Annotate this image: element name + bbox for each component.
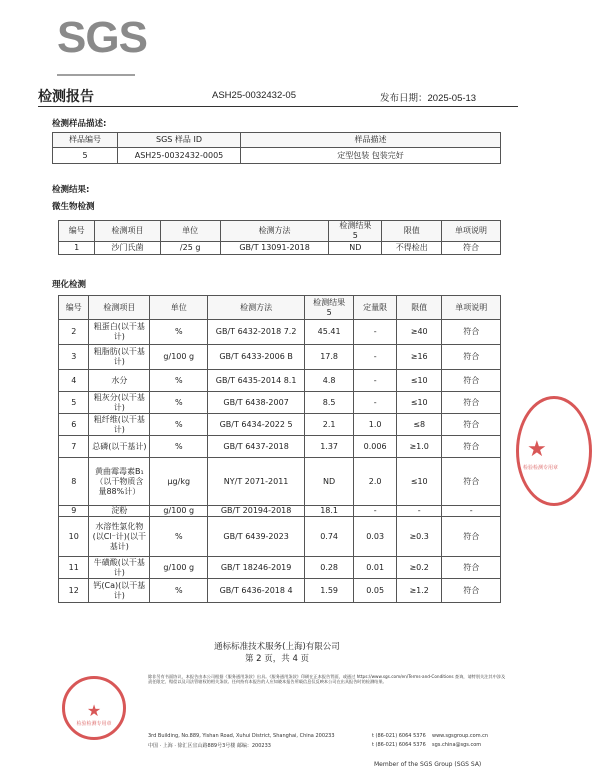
table-cell: 水分 — [89, 370, 150, 392]
table-cell: 4 — [59, 370, 89, 392]
table-cell: % — [150, 370, 208, 392]
table-cell: ND — [304, 458, 353, 506]
phys-title: 理化检测 — [52, 280, 87, 290]
table-cell: 淀粉 — [89, 506, 150, 517]
table-cell: ≥1.2 — [396, 579, 442, 603]
table-cell: ≥1.0 — [396, 436, 442, 458]
footer-mail: sgs.china@sgs.com — [432, 742, 482, 748]
table-cell: 45.41 — [304, 320, 353, 345]
table-cell: ≥0.3 — [396, 517, 442, 557]
sample-table-header — [53, 133, 501, 148]
table-cell: 符合 — [442, 414, 501, 436]
table-cell: 符合 — [442, 436, 501, 458]
table-cell: % — [150, 436, 208, 458]
table-cell: ≤10 — [396, 370, 442, 392]
footer-address-cn: 中国 · 上海 · 徐汇区宜山路889号3号楼 邮编：200233 — [148, 743, 271, 749]
table-row — [59, 370, 501, 392]
table-cell: 不得检出 — [382, 242, 442, 255]
col-header: 检测项目 — [95, 221, 160, 242]
table-cell: 粗纤维(以干基计) — [89, 414, 150, 436]
col-header: SGS 样品 ID — [118, 133, 241, 148]
footer-member: Member of the SGS Group (SGS SA) — [374, 761, 482, 768]
col-header: 检测结果 5 — [329, 221, 382, 242]
table-row — [59, 557, 501, 579]
stamp-star-icon: ★ — [527, 437, 547, 462]
table-cell: 粗灰分(以干基计) — [89, 392, 150, 414]
stamp-text: 检验检测专用章 — [76, 721, 112, 727]
table-cell: 5 — [53, 148, 118, 164]
table-cell: 符合 — [442, 320, 501, 345]
table-cell: ≤8 — [396, 414, 442, 436]
table-cell: 0.05 — [354, 579, 397, 603]
col-header: 编号 — [59, 221, 95, 242]
footer-web: www.sgsgroup.com.cn — [432, 733, 489, 739]
table-cell: % — [150, 579, 208, 603]
table-cell: 0.28 — [304, 557, 353, 579]
col-header: 检测项目 — [89, 296, 150, 320]
table-row — [59, 392, 501, 414]
footer-company: 通标标准技术服务(上海)有限公司 — [214, 642, 340, 652]
table-cell: 钙(Ca)(以干基计) — [89, 579, 150, 603]
table-cell: 18.1 — [304, 506, 353, 517]
report-title: 检测报告 — [38, 89, 94, 105]
table-cell: 2 — [59, 320, 89, 345]
col-header: 样品描述 — [241, 133, 501, 148]
inspection-stamp-right — [516, 396, 592, 506]
table-cell: 黄曲霉毒素B₁（以干物质含量88%计） — [89, 458, 150, 506]
micro-table-header — [59, 221, 501, 242]
logo-text: SGS — [57, 13, 147, 62]
table-cell: 0.03 — [354, 517, 397, 557]
footer-page: 第 2 页，共 4 页 — [244, 654, 310, 664]
table-cell: 2.1 — [304, 414, 353, 436]
table-cell: g/100 g — [150, 557, 208, 579]
table-cell: 粗蛋白(以干基计) — [89, 320, 150, 345]
table-cell: NY/T 2071-2011 — [208, 458, 305, 506]
table-row — [59, 579, 501, 603]
table-cell: - — [396, 506, 442, 517]
table-cell: 符合 — [442, 458, 501, 506]
col-header: 单位 — [160, 221, 220, 242]
table-row — [53, 148, 501, 164]
table-cell: 3 — [59, 345, 89, 370]
table-cell: 1.0 — [354, 414, 397, 436]
table-cell: 沙门氏菌 — [95, 242, 160, 255]
table-cell: GB/T 6436-2018 4 — [208, 579, 305, 603]
table-cell: ≤10 — [396, 458, 442, 506]
table-cell: 符合 — [442, 517, 501, 557]
table-cell: GB/T 6434-2022 5 — [208, 414, 305, 436]
table-cell: ≥0.2 — [396, 557, 442, 579]
table-cell: GB/T 13091-2018 — [220, 242, 329, 255]
table-cell: 总磷(以干基计) — [89, 436, 150, 458]
table-row — [59, 458, 501, 506]
table-cell: 0.006 — [354, 436, 397, 458]
table-cell: - — [354, 370, 397, 392]
table-cell: 1.37 — [304, 436, 353, 458]
sample-section-title: 检测样品描述: — [52, 119, 107, 129]
table-cell: - — [442, 506, 501, 517]
table-cell: μg/kg — [150, 458, 208, 506]
table-cell: 符合 — [442, 370, 501, 392]
table-cell: ≤10 — [396, 392, 442, 414]
table-row — [59, 517, 501, 557]
table-cell: - — [354, 392, 397, 414]
micro-table — [58, 220, 501, 255]
header-divider — [38, 106, 518, 107]
table-cell: GB/T 20194-2018 — [208, 506, 305, 517]
table-cell: 4.8 — [304, 370, 353, 392]
table-cell: GB/T 6438-2007 — [208, 392, 305, 414]
col-header: 检测方法 — [208, 296, 305, 320]
table-cell: 粗脂肪(以干基计) — [89, 345, 150, 370]
col-header: 限值 — [396, 296, 442, 320]
table-row — [59, 320, 501, 345]
micro-title: 微生物检测 — [52, 202, 95, 212]
table-cell: 0.74 — [304, 517, 353, 557]
table-cell: g/100 g — [150, 345, 208, 370]
report-number: ASH25-0032432-05 — [212, 90, 296, 101]
table-cell: ASH25-0032432-0005 — [118, 148, 241, 164]
company-stamp — [62, 676, 126, 740]
table-cell: 1 — [59, 242, 95, 255]
stamp-text: 检验检测专用章 — [523, 465, 559, 471]
table-cell: % — [150, 414, 208, 436]
stamp-star-icon: ★ — [86, 701, 102, 720]
table-cell: /25 g — [160, 242, 220, 255]
col-header: 样品编号 — [53, 133, 118, 148]
table-cell: % — [150, 517, 208, 557]
table-cell: ≥16 — [396, 345, 442, 370]
table-cell: - — [354, 320, 397, 345]
table-cell: - — [354, 345, 397, 370]
footer-notice: 除非另有书面协议，本报告由本公司根据《服务通用条款》出具。《服务通用条款》印刷在正本报告背面，或通过 https://www.sgs.com/en/Terms-and-Conditions 查询，请特别关注其中涉及责任限定、赔偿以及司法管辖权的相关条款。任何持有本报告的人应知晓本报告所载信息仅反映本公司在出具报告时的检测结果。 — [148, 674, 506, 685]
footer-fax: t (86-021) 6064 5376 — [372, 742, 426, 748]
col-header: 单项说明 — [442, 296, 501, 320]
table-row — [59, 345, 501, 370]
results-title: 检测结果: — [52, 185, 90, 195]
table-cell: 17.8 — [304, 345, 353, 370]
table-cell: GB/T 6433-2006 B — [208, 345, 305, 370]
table-cell: 8.5 — [304, 392, 353, 414]
table-cell: 牛磺酸(以干基计) — [89, 557, 150, 579]
table-row — [59, 436, 501, 458]
sgs-logo — [57, 13, 147, 62]
phys-table-header — [59, 296, 501, 320]
table-cell: 12 — [59, 579, 89, 603]
table-cell: GB/T 18246-2019 — [208, 557, 305, 579]
table-row — [59, 242, 501, 255]
table-cell: 0.01 — [354, 557, 397, 579]
table-cell: 水溶性氯化物(以Cl⁻计)(以干基计) — [89, 517, 150, 557]
table-cell: 8 — [59, 458, 89, 506]
table-cell: ≥40 — [396, 320, 442, 345]
table-cell: GB/T 6439-2023 — [208, 517, 305, 557]
table-cell: GB/T 6437-2018 — [208, 436, 305, 458]
footer-address: 3rd Building, No.889, Yishan Road, Xuhui District, Shanghai, China 200233 — [148, 733, 335, 739]
table-cell: 符合 — [442, 557, 501, 579]
table-cell: 10 — [59, 517, 89, 557]
phys-table — [58, 295, 501, 603]
table-cell: 符合 — [442, 345, 501, 370]
table-cell: 5 — [59, 392, 89, 414]
table-cell: 定型包装 包装完好 — [241, 148, 501, 164]
table-row — [59, 506, 501, 517]
table-cell: g/100 g — [150, 506, 208, 517]
table-cell: 2.0 — [354, 458, 397, 506]
table-cell: 7 — [59, 436, 89, 458]
table-cell: 符合 — [442, 392, 501, 414]
col-header: 编号 — [59, 296, 89, 320]
table-cell: 11 — [59, 557, 89, 579]
table-cell: ND — [329, 242, 382, 255]
table-cell: 9 — [59, 506, 89, 517]
table-cell: 符合 — [442, 242, 501, 255]
table-cell: 6 — [59, 414, 89, 436]
col-header: 检测结果 5 — [304, 296, 353, 320]
table-cell: GB/T 6432-2018 7.2 — [208, 320, 305, 345]
col-header: 限值 — [382, 221, 442, 242]
publish-date: 发布日期：2025-05-13 — [380, 93, 477, 104]
table-cell: % — [150, 392, 208, 414]
table-row — [59, 414, 501, 436]
logo-underline — [57, 74, 135, 76]
table-cell: GB/T 6435-2014 8.1 — [208, 370, 305, 392]
col-header: 定量限 — [354, 296, 397, 320]
footer-tel: t (86-021) 6064 5376 — [372, 733, 426, 739]
table-cell: 1.59 — [304, 579, 353, 603]
col-header: 单位 — [150, 296, 208, 320]
sample-table — [52, 132, 501, 164]
table-cell: - — [354, 506, 397, 517]
table-cell: % — [150, 320, 208, 345]
table-cell: 符合 — [442, 579, 501, 603]
col-header: 单项说明 — [442, 221, 501, 242]
col-header: 检测方法 — [220, 221, 329, 242]
